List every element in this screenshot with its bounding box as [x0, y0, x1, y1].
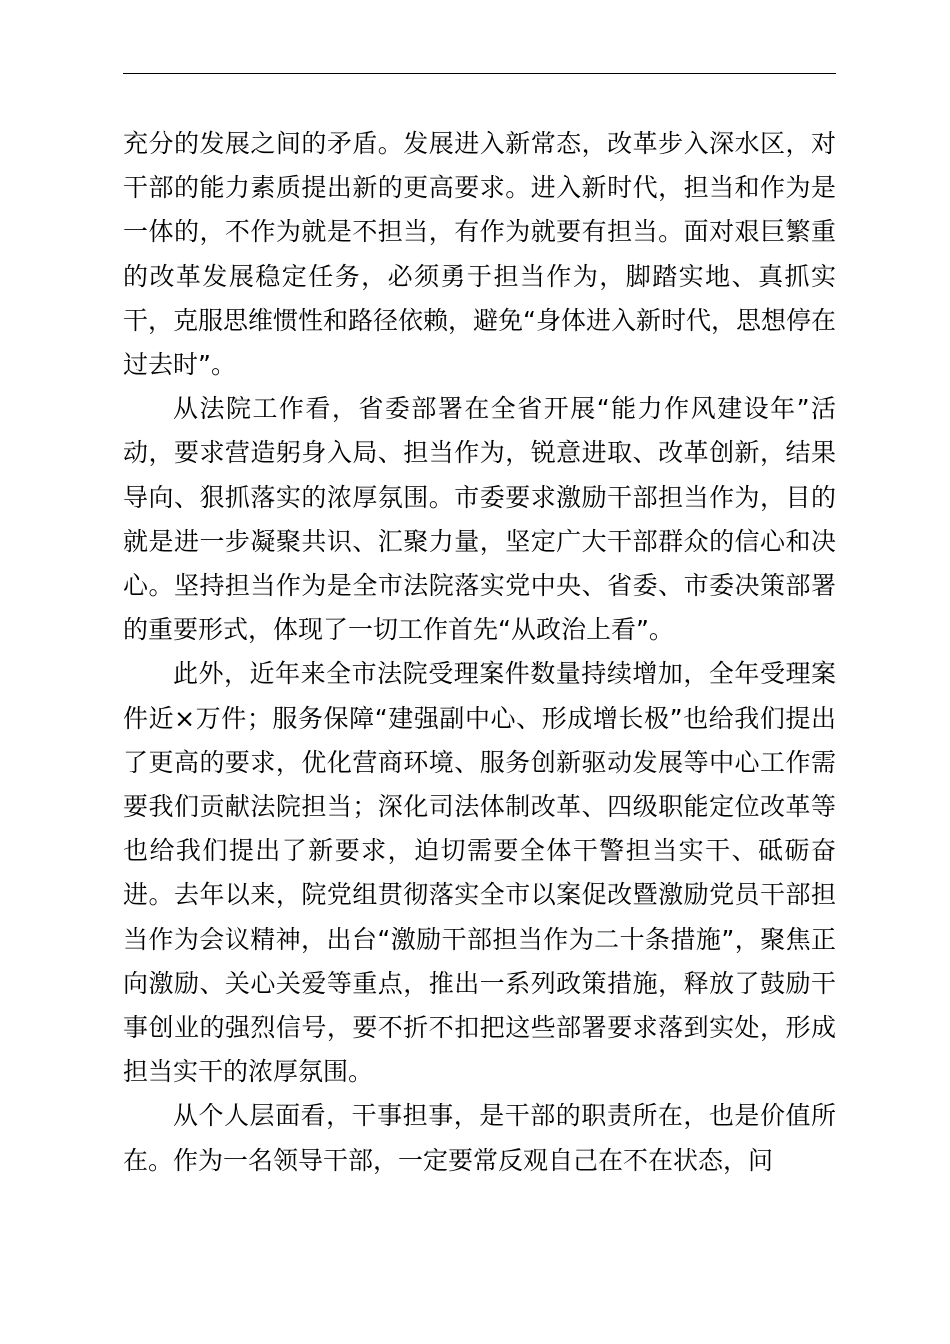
paragraph-continuation: 充分的发展之间的矛盾。发展进入新常态，改革步入深水区，对干部的能力素质提出新的更高要求。进入新时代，担当和作为是一体的，不作为就是不担当，有作为就要有担当。面对艰巨繁重的改革发展稳定任务，必须勇于担当作为，脚踏实地、真抓实干，克服思维惯性和路径依赖，避免“身体进入新时代，思想停在过去时”。 — [123, 129, 836, 380]
paragraph-personal-level: 从个人层面看，干事担事，是干部的职责所在，也是价值所在。作为一名领导干部，一定要常反观自己在不在状态，问 — [123, 1101, 836, 1175]
header-rule — [123, 73, 836, 74]
document-body — [123, 122, 836, 1183]
paragraph-court-work: 从法院工作看，省委部署在全省开展“能力作风建设年”活动，要求营造躬身入局、担当作为，锐意进取、改革创新，结果导向、狠抓落实的浓厚氛围。市委要求激励干部担当作为，目的就是进一步凝聚共识、汇聚力量，坚定广大干部群众的信心和决心。坚持担当作为是全市法院落实党中央、省委、市委决策部署的重要形式，体现了一切工作首先“从政治上看”。 — [123, 394, 836, 645]
paragraph-in-addition: 此外，近年来全市法院受理案件数量持续增加，全年受理案件近×万件；服务保障“建强副中心、形成增长极”也给我们提出了更高的要求，优化营商环境、服务创新驱动发展等中心工作需要我们贡献法院担当；深化司法体制改革、四级职能定位改革等也给我们提出了新要求，迫切需要全体干警担当实干、砥砺奋进。去年以来，院党组贯彻落实全市以案促改暨激励党员干部担当作为会议精神，出台“激励干部担当作为二十条措施”，聚焦正向激励、关心关爱等重点，推出一系列政策措施，释放了鼓励干事创业的强烈信号，要不折不扣把这些部署要求落到实处，形成担当实干的浓厚氛围。 — [123, 659, 836, 1087]
